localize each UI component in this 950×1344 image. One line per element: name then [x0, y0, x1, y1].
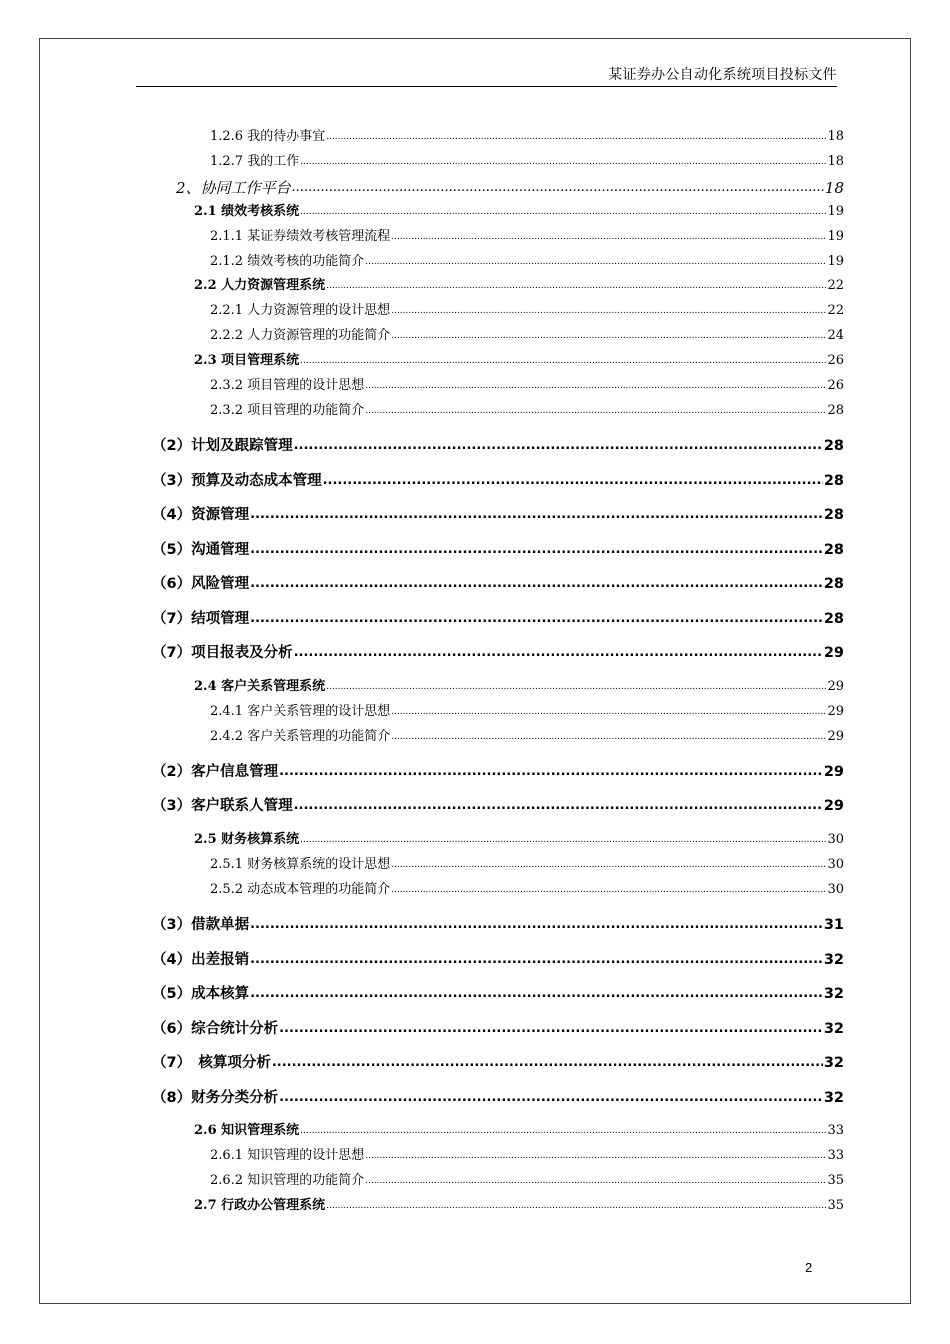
document-header-title: 某证券办公自动化系统项目投标文件 [608, 67, 837, 83]
toc-entry[interactable] [152, 951, 844, 969]
toc-dot-leader [326, 278, 826, 294]
toc-entry-page-number: 29 [823, 645, 844, 661]
toc-entry-page-number: 28 [823, 507, 844, 523]
toc-entry[interactable] [152, 763, 844, 781]
toc-entry-page-number: 18 [824, 179, 844, 197]
toc-entry-page-number: 28 [823, 576, 844, 592]
toc-entry-label: 2.6.1 知识管理的设计思想 [210, 1148, 365, 1163]
toc-entry[interactable] [210, 378, 844, 394]
toc-dot-leader [294, 797, 823, 815]
toc-entry-label: （4）出差报销 [152, 952, 250, 968]
toc-dot-leader [391, 328, 826, 344]
toc-dot-leader [250, 985, 823, 1003]
toc-entry-label: （2）计划及跟踪管理 [152, 438, 293, 454]
toc-entry-page-number: 19 [827, 254, 844, 269]
toc-entry[interactable] [194, 679, 844, 695]
toc-entry-label: （6）综合统计分析 [152, 1021, 279, 1037]
toc-dot-leader [250, 541, 823, 559]
toc-entry-page-number: 32 [823, 1090, 844, 1106]
toc-dot-leader [391, 303, 826, 319]
toc-entry[interactable] [194, 353, 844, 369]
toc-entry[interactable] [210, 729, 844, 745]
toc-dot-leader [326, 679, 826, 695]
toc-dot-leader [365, 378, 826, 394]
toc-dot-leader [300, 154, 826, 170]
toc-entry-label: 2.4.1 客户关系管理的设计思想 [210, 704, 391, 719]
toc-entry[interactable] [210, 129, 844, 145]
toc-entry-page-number: 30 [827, 832, 844, 847]
toc-entry[interactable] [210, 403, 844, 419]
page-border [39, 38, 911, 1304]
toc-entry[interactable] [194, 1123, 844, 1139]
toc-entry-page-number: 32 [823, 952, 844, 968]
toc-entry-label: 2.3.2 项目管理的功能简介 [210, 403, 365, 418]
toc-entry[interactable] [152, 437, 844, 455]
toc-dot-leader [391, 704, 826, 720]
toc-entry-label: （3）借款单据 [152, 917, 250, 933]
toc-dot-leader [279, 1089, 823, 1107]
toc-entry-label: 2.5.2 动态成本管理的功能简介 [210, 882, 391, 897]
toc-entry-label: 2.7 行政办公管理系统 [194, 1198, 326, 1213]
toc-entry[interactable] [152, 644, 844, 662]
toc-entry[interactable] [210, 229, 844, 245]
toc-dot-leader [250, 916, 823, 934]
toc-entry-page-number: 29 [827, 679, 844, 694]
toc-entry[interactable] [210, 254, 844, 270]
toc-entry-page-number: 22 [827, 303, 844, 318]
toc-entry-label: 2.5.1 财务核算系统的设计思想 [210, 857, 391, 872]
toc-dot-leader [250, 506, 823, 524]
toc-dot-leader [250, 610, 823, 628]
toc-entry[interactable] [210, 303, 844, 319]
toc-entry-page-number: 24 [827, 328, 844, 343]
toc-entry-page-number: 32 [823, 986, 844, 1002]
toc-entry-label: 2.4 客户关系管理系统 [194, 679, 326, 694]
toc-dot-leader [279, 763, 823, 781]
toc-entry[interactable] [210, 328, 844, 344]
toc-entry-label: 2.2.1 人力资源管理的设计思想 [210, 303, 391, 318]
toc-dot-leader [326, 129, 826, 145]
toc-entry-label: 2.1.2 绩效考核的功能简介 [210, 254, 365, 269]
toc-entry-page-number: 19 [827, 204, 844, 219]
toc-entry[interactable] [152, 575, 844, 593]
toc-dot-leader [250, 575, 823, 593]
toc-dot-leader [365, 403, 826, 419]
toc-entry[interactable] [210, 154, 844, 170]
toc-entry-page-number: 30 [827, 882, 844, 897]
toc-entry-page-number: 28 [823, 611, 844, 627]
toc-entry-label: 2.5 财务核算系统 [194, 832, 300, 847]
toc-entry-page-number: 19 [827, 229, 844, 244]
toc-entry-page-number: 33 [827, 1148, 844, 1163]
toc-entry-label: （7）结项管理 [152, 611, 250, 627]
toc-entry-label: 1.2.7 我的工作 [210, 154, 300, 169]
toc-dot-leader [294, 644, 823, 662]
toc-dot-leader [323, 472, 823, 490]
page-number: 2 [805, 1260, 813, 1275]
toc-entry-page-number: 35 [827, 1198, 844, 1213]
toc-entry[interactable] [152, 610, 844, 628]
toc-dot-leader [326, 1198, 826, 1214]
toc-entry-label: 2.6.2 知识管理的功能简介 [210, 1173, 365, 1188]
toc-dot-leader [292, 179, 824, 197]
toc-entry-page-number: 32 [823, 1055, 844, 1071]
toc-entry-label: （6）风险管理 [152, 576, 250, 592]
toc-dot-leader [300, 1123, 826, 1139]
toc-entry-page-number: 31 [823, 917, 844, 933]
toc-entry-page-number: 29 [827, 729, 844, 744]
toc-entry[interactable] [152, 797, 844, 815]
toc-entry-label: （8）财务分类分析 [152, 1090, 279, 1106]
toc-entry-label: （7）项目报表及分析 [152, 645, 293, 661]
toc-entry[interactable] [210, 704, 844, 720]
toc-dot-leader [391, 729, 826, 745]
toc-entry[interactable] [194, 1198, 844, 1214]
toc-entry-label: （5）成本核算 [152, 986, 250, 1002]
toc-entry-page-number: 33 [827, 1123, 844, 1138]
toc-dot-leader [300, 832, 826, 848]
toc-entry[interactable] [194, 278, 844, 294]
toc-entry-page-number: 22 [827, 278, 844, 293]
toc-dot-leader [250, 951, 823, 969]
toc-entry-page-number: 26 [827, 378, 844, 393]
toc-entry[interactable] [210, 1148, 844, 1164]
toc-dot-leader [365, 1148, 826, 1164]
toc-entry-label: 2、协同工作平台 [176, 179, 291, 197]
toc-entry[interactable] [176, 179, 844, 197]
toc-entry-label: （3）客户联系人管理 [152, 798, 293, 814]
toc-entry[interactable] [152, 1020, 844, 1038]
toc-entry-label: （7） 核算项分析 [152, 1055, 271, 1071]
toc-entry-label: 2.1.1 某证券绩效考核管理流程 [210, 229, 391, 244]
toc-entry-page-number: 28 [823, 438, 844, 454]
toc-entry[interactable] [194, 832, 844, 848]
toc-dot-leader [391, 882, 826, 898]
toc-entry[interactable] [194, 204, 844, 220]
toc-entry-page-number: 32 [823, 1021, 844, 1037]
toc-dot-leader [279, 1020, 823, 1038]
toc-entry-label: 2.2.2 人力资源管理的功能简介 [210, 328, 391, 343]
toc-dot-leader [365, 254, 826, 270]
toc-dot-leader [391, 229, 826, 245]
toc-entry-label: 2.3 项目管理系统 [194, 353, 300, 368]
toc-entry-label: 2.4.2 客户关系管理的功能简介 [210, 729, 391, 744]
toc-entry[interactable] [152, 916, 844, 934]
toc-entry-page-number: 35 [827, 1173, 844, 1188]
toc-entry-label: 2.3.2 项目管理的设计思想 [210, 378, 365, 393]
toc-entry-label: （2）客户信息管理 [152, 764, 279, 780]
toc-entry-label: 2.2 人力资源管理系统 [194, 278, 326, 293]
toc-entry-page-number: 18 [827, 154, 844, 169]
header-rule [136, 86, 837, 87]
toc-entry[interactable] [210, 882, 844, 898]
toc-dot-leader [300, 353, 826, 369]
toc-entry[interactable] [152, 1054, 844, 1072]
toc-entry[interactable] [152, 541, 844, 559]
toc-dot-leader [300, 204, 826, 220]
toc-entry-page-number: 28 [827, 403, 844, 418]
toc-entry-page-number: 26 [827, 353, 844, 368]
toc-entry-label: （4）资源管理 [152, 507, 250, 523]
toc-entry-page-number: 28 [823, 473, 844, 489]
toc-entry-label: （3）预算及动态成本管理 [152, 473, 322, 489]
toc-entry[interactable] [152, 1089, 844, 1107]
toc-entry-page-number: 30 [827, 857, 844, 872]
toc-entry-page-number: 18 [827, 129, 844, 144]
toc-dot-leader [391, 857, 826, 873]
toc-entry[interactable] [152, 472, 844, 490]
toc-dot-leader [365, 1173, 826, 1189]
toc-entry-label: （5）沟通管理 [152, 542, 250, 558]
toc-entry-label: 2.6 知识管理系统 [194, 1123, 300, 1138]
toc-entry[interactable] [152, 506, 844, 524]
toc-entry-label: 2.1 绩效考核系统 [194, 204, 300, 219]
toc-entry-page-number: 29 [827, 704, 844, 719]
toc-entry[interactable] [152, 985, 844, 1003]
toc-entry[interactable] [210, 857, 844, 873]
toc-dot-leader [294, 437, 823, 455]
toc-entry-page-number: 29 [823, 764, 844, 780]
toc-dot-leader [272, 1054, 823, 1072]
toc-entry[interactable] [210, 1173, 844, 1189]
toc-entry-page-number: 29 [823, 798, 844, 814]
toc-entry-page-number: 28 [823, 542, 844, 558]
toc-entry-label: 1.2.6 我的待办事宜 [210, 129, 326, 144]
